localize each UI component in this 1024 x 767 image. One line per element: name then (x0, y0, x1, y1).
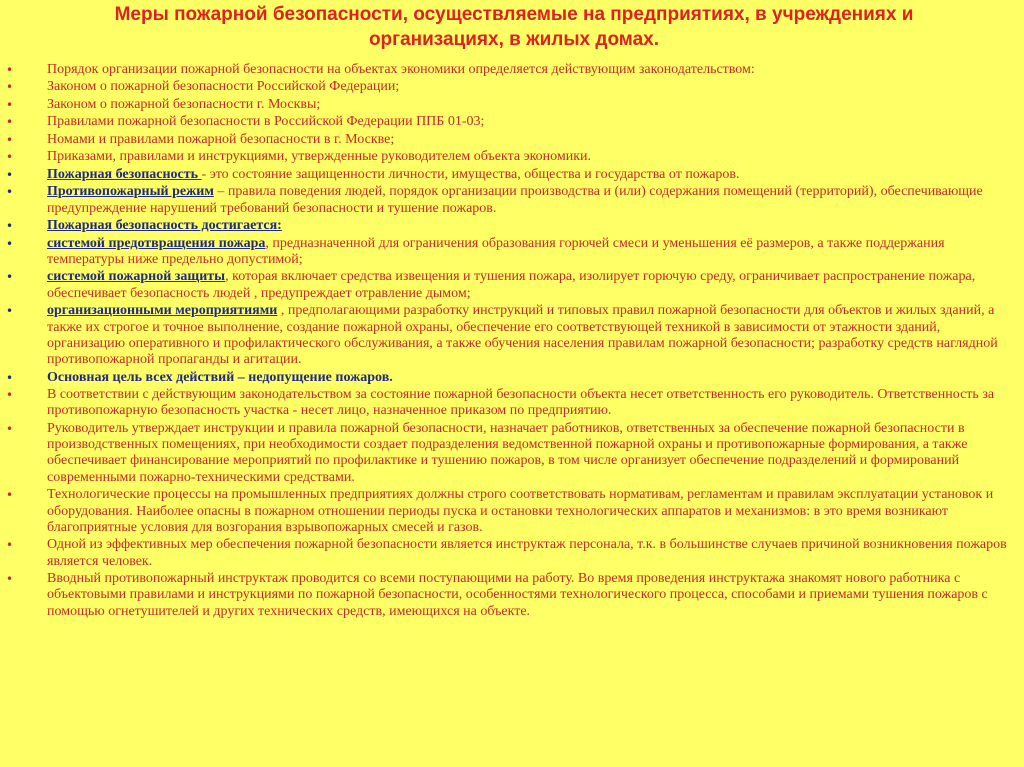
bullet-icon: • (6, 132, 14, 147)
bullet-icon: • (6, 538, 14, 553)
bullet-text: Законом о пожарной безопасности г. Москвы; (47, 96, 321, 112)
bullet-icon: • (6, 488, 14, 503)
bullet-text: Одной из эффективных мер обеспечения пожарной безопасности является инструктаж персонала, т.к. в большинстве случаев причиной возникновения пожаров является человек. (47, 537, 1007, 569)
bullet-item (6, 303, 1011, 368)
bullet-icon: • (6, 63, 14, 77)
bullet-icon: • (6, 115, 14, 130)
bullet-item (6, 537, 1011, 570)
bullet-icon: • (6, 304, 14, 319)
title-line-2: организациях, в жилых домах. (368, 29, 660, 50)
bullet-text: Основная цель всех действий – недопущение пожаров. (47, 369, 393, 385)
bullet-icon: • (6, 370, 14, 385)
bullet-item (6, 79, 1011, 95)
bullet-text: Правилами пожарной безопасности в Российской Федерации ППБ 01-03; (47, 114, 485, 130)
bullet-text: Технологические процессы на промышленных предприятиях должны строго соответствовать нормативам, регламентам и правилам эксплуатации установок и оборудования. Наиболее опасны в пожарном отношении периоды пуска и остановки технологических аппаратов и механизмов: в это время возникают благоприятные условия для возгорания взрывопожарных смесей и газов. (47, 487, 994, 535)
bullet-item (6, 269, 1011, 302)
bullet-icon: • (6, 219, 14, 234)
bullet-term: системой предотвращения пожара (47, 235, 266, 251)
bullet-icon: • (6, 388, 14, 403)
bullet-term: системой пожарной защиты (47, 269, 226, 285)
title-line-1: Меры пожарной безопасности, осуществляемые на предприятиях, в учреждениях и (114, 4, 914, 25)
bullet-item (6, 132, 1011, 148)
bullet-item (6, 184, 1011, 217)
bullet-item (6, 421, 1011, 486)
bullet-text: Руководитель утверждает инструкции и правила пожарной безопасности, назначает работников, ответственных за обеспечение пожарной безопасности в производственных помещениях, при необходимости создает подразделения ведомственной пожарной охраны и противопожарные формирования, а также обеспечивает финансирование мероприятий по профилактике и тушению пожаров, в том числе организует обеспечение подразделений и формирований современными пожарно-техническими средствами. (47, 420, 968, 485)
bullet-text: Законом о пожарной безопасности Российской Федерации; (47, 79, 400, 95)
bullet-text: – правила поведения людей, порядок организации производства и (или) содержания помещений (территорий), обеспечивающие предупреждение нарушений требований безопасности и тушение пожаров. (47, 184, 983, 216)
bullet-item (6, 387, 1011, 420)
bullet-term: Противопожарный режим (47, 184, 214, 200)
bullet-text: Вводный противопожарный инструктаж проводится со всеми поступающими на работу. Во время проведения инструктажа знакомят нового работника с объектовыми правилами и инструкциями по пожарной безопасности, особенностями технологического процесса, способами и приемами тушения пожаров с помощью огнетушителей и других технических средств, имеющихся на объекте. (47, 571, 988, 619)
bullet-item (6, 167, 1011, 183)
bullet-item (6, 370, 1011, 386)
bullet-item (6, 218, 1011, 234)
bullet-term: организационными мероприятиями (47, 303, 278, 319)
bullet-item (6, 149, 1011, 165)
bullet-item (6, 97, 1011, 113)
bullet-text: - это состояние защищенности личности, имущества, общества и государства от пожаров. (201, 166, 740, 182)
bullet-text: Порядок организации пожарной безопасности на объектах экономики определяется действующим законодательством: (47, 62, 755, 77)
bullet-text: , предназначенной для ограничения образования горючей смеси и уменьшения её размеров, а также поддержания температуры ниже предельно допустимой; (47, 235, 945, 267)
bullet-icon: • (6, 236, 14, 251)
slide-title (14, 2, 1014, 52)
bullet-icon: • (6, 185, 14, 200)
bullet-item (6, 571, 1011, 620)
bullet-term: Пожарная безопасность (47, 166, 202, 182)
bullet-icon: • (6, 270, 14, 285)
bullet-item (6, 114, 1011, 130)
bullet-icon: • (6, 97, 14, 112)
bullet-list (6, 62, 1011, 621)
bullet-term: Пожарная безопасность достигается: (47, 218, 282, 234)
bullet-item (6, 236, 1011, 269)
bullet-text: В соответствии с действующим законодательством за состояние пожарной безопасности объекта несет ответственность его руководитель. Ответственность за противопожарную безопасность участка - несет лицо, назначенное приказом по предприятию. (47, 387, 995, 419)
bullet-icon: • (6, 572, 14, 587)
bullet-item (6, 62, 1011, 78)
bullet-text: Приказами, правилами и инструкциями, утвержденные руководителем объекта экономики. (47, 149, 592, 165)
bullet-icon: • (6, 167, 14, 182)
bullet-icon: • (6, 150, 14, 165)
bullet-text: , которая включает средства извещения и тушения пожара, изолирует горючую среду, ограничивает распространение пожара, обеспечивает безопасность людей , предупреждает отравление дымом; (47, 269, 976, 301)
bullet-text: Номами и правилами пожарной безопасности в г. Москве; (47, 131, 395, 147)
bullet-icon: • (6, 80, 14, 95)
bullet-text: , предполагающими разработку инструкций и типовых правил пожарной безопасности для объектов и жилых зданий, а также их строгое и точное выполнение, создание пожарной охраны, обеспечение его соответствующей техникой в зависимости от этажности зданий, организацию оперативного и профилактического обслуживания, а также обучения населения правилам пожарной безопасности; разработку средств наглядной противопожарной пропаганды и агитации. (47, 303, 998, 368)
bullet-icon: • (6, 421, 14, 436)
bullet-item (6, 487, 1011, 536)
